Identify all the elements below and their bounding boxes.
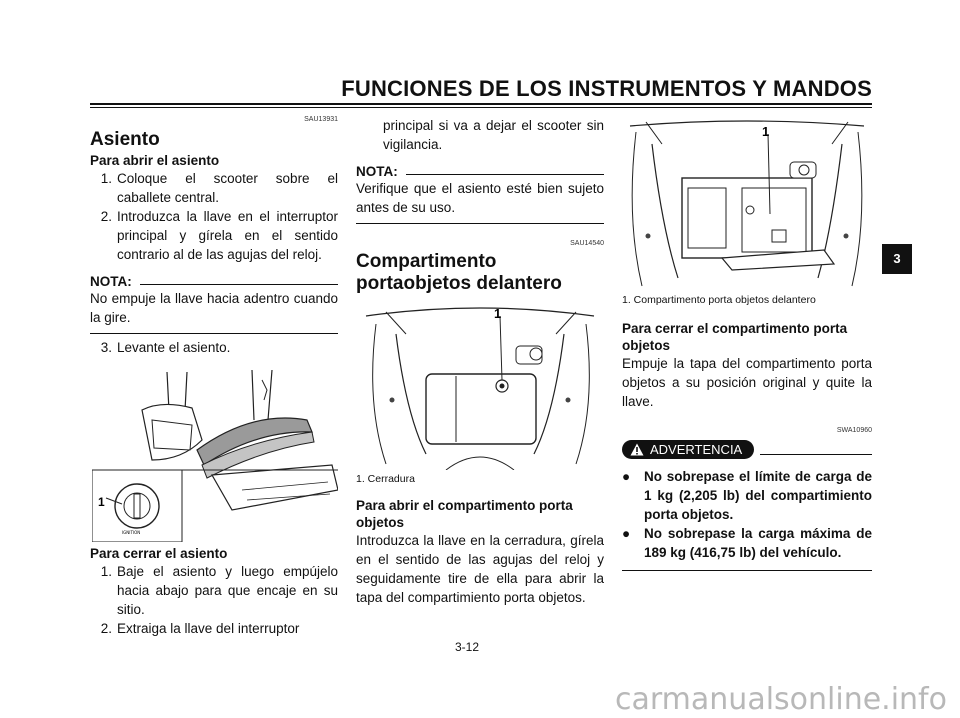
warning-list	[622, 467, 872, 562]
header-rule	[90, 103, 872, 105]
section-code: SAU13931	[304, 116, 338, 123]
close-compartment-text: Empuje la tapa del compartimento porta objetos a su posición original y quite la llave.	[622, 356, 872, 409]
step-item	[90, 338, 338, 357]
warning-code: SWA10960	[836, 427, 872, 434]
warning-header	[622, 440, 872, 459]
figure-caption: 1. Cerradura	[356, 473, 415, 485]
close-compartment-heading: Para cerrar el compartimento porta objetos	[622, 321, 848, 353]
continued-text: principal si va a dejar el scooter sin vigilancia.	[383, 118, 604, 152]
nota-text: Verifique que el asiento esté bien sujeto antes de su uso.	[356, 181, 604, 215]
warning-label: ADVERTENCIA	[650, 442, 743, 457]
nota-block	[356, 164, 604, 179]
warning-item	[622, 467, 872, 524]
column-2	[356, 116, 604, 295]
warning-badge	[622, 440, 754, 459]
nota-end-rule	[356, 223, 604, 224]
seat-figure	[92, 370, 338, 542]
compartment-illustration	[622, 118, 872, 288]
section-title-seat: Asiento	[90, 129, 160, 150]
step-text: Coloque el scooter sobre el caballete central.	[117, 171, 338, 205]
seat-illustration	[92, 370, 338, 542]
section-title-front-compartment: Compartimento portaobjetos delantero	[356, 251, 562, 294]
close-seat-heading: Para cerrar el asiento	[90, 546, 228, 561]
nota-line	[140, 284, 338, 285]
warning-end-rule	[622, 570, 872, 571]
step-number: 1.	[100, 564, 112, 579]
nota-line	[406, 174, 604, 175]
figure-caption: 1. Compartimento porta objetos delantero	[622, 294, 816, 306]
step-number: 2.	[100, 621, 112, 636]
chapter-tab[interactable]: 3	[882, 244, 912, 274]
open-seat-heading: Para abrir el asiento	[90, 153, 220, 168]
figure-callout-1: 1	[98, 495, 105, 509]
step-text: Levante el asiento.	[117, 340, 231, 355]
figure-callout-1: 1	[762, 124, 770, 139]
column-1	[90, 116, 338, 357]
warning-line	[760, 454, 872, 455]
lock-illustration	[356, 304, 604, 470]
header-rule-thin	[90, 107, 872, 108]
column-1-lower	[90, 545, 338, 638]
nota-label: NOTA:	[356, 164, 398, 179]
column-3	[622, 294, 872, 571]
warning-item	[622, 524, 872, 562]
open-compartment-heading: Para abrir el compartimento porta objetos	[356, 498, 573, 530]
page-header-title: FUNCIONES DE LOS INSTRUMENTOS Y MANDOS	[341, 76, 872, 101]
bullet-icon: ●	[622, 469, 631, 484]
lock-figure	[356, 304, 604, 470]
watermark: carmanualsonline.info	[615, 682, 947, 717]
warning-text: No sobrepase la carga máxima de 189 kg (416,75 lb) del vehículo.	[644, 526, 872, 560]
warning-text: No sobrepase el límite de carga de 1 kg (2,205 lb) del compartimiento porta objetos.	[644, 469, 872, 522]
key-label: IGNITION	[122, 530, 141, 535]
step-item	[90, 207, 338, 264]
figure-callout-1: 1	[494, 306, 502, 321]
compartment-figure	[622, 118, 872, 288]
nota-end-rule	[90, 333, 338, 334]
step-item	[90, 169, 338, 207]
step-item	[90, 562, 338, 619]
section-code: SAU14540	[570, 240, 604, 247]
warning-triangle-icon	[630, 443, 644, 456]
nota-label: NOTA:	[90, 274, 132, 289]
step-item	[90, 619, 338, 638]
nota-text: No empuje la llave hacia adentro cuando la gire.	[90, 291, 338, 325]
step-number: 2.	[100, 209, 112, 224]
step-number: 3.	[100, 340, 112, 355]
step-text: Baje el asiento y luego empújelo hacia abajo para que encaje en su sitio.	[117, 564, 338, 617]
bullet-icon: ●	[622, 526, 631, 541]
step-number: 1.	[100, 171, 112, 186]
step-text: Introduzca la llave en el interruptor principal y gírela en el sentido contrario al de las agujas del reloj.	[117, 209, 338, 262]
column-2-lower	[356, 473, 604, 607]
nota-block	[90, 274, 338, 289]
page-number: 3-12	[455, 640, 480, 654]
open-compartment-text: Introduzca la llave en la cerradura, gírela en el sentido de las agujas del reloj y seguidamente tire de ella para abrir la tapa del compartimiento porta objetos.	[356, 533, 604, 605]
step-text: Extraiga la llave del interruptor	[117, 621, 300, 636]
